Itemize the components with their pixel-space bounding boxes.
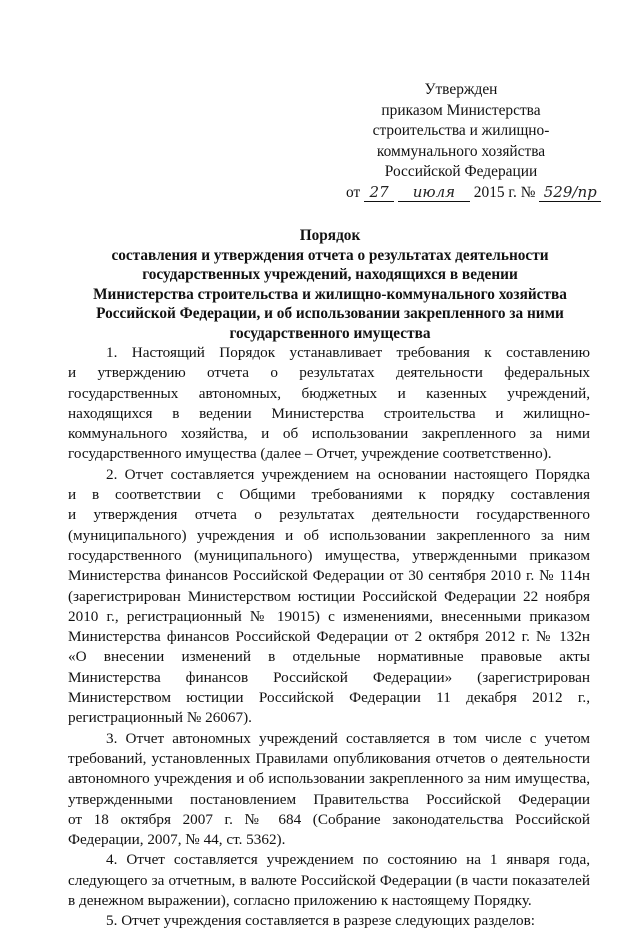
approval-line: строительства и жилищно-	[372, 122, 550, 140]
paragraph-5	[68, 911, 590, 931]
text-line: и утверждению отчета о результатах деятельности федеральных	[68, 364, 590, 382]
text-line: находящихся в ведении Министерства строительства и жилищно-	[68, 404, 590, 422]
text-line: (муниципального) учреждения и об использовании закрепленного за ним	[68, 526, 590, 544]
title-line: составления и утверждения отчета о результатах деятельности	[111, 246, 549, 264]
text-line: государственных автономных, бюджетных и казенных учреждений,	[68, 384, 590, 402]
approval-line: Российской Федерации	[384, 163, 538, 181]
text-line: регистрационный № 26067).	[68, 709, 252, 727]
text-line: (зарегистрирован Министерством юстиции Российской Федерации 22 ноября	[68, 587, 590, 605]
text-line: Министерства финансов Российской Федерации» (зарегистрирован	[68, 668, 590, 686]
text-line: утвержденными постановлением Правительства Российской Федерации	[68, 790, 590, 808]
approval-line: коммунального хозяйства	[376, 142, 546, 160]
text-line: Министерства финансов Российской Федерации от 2 октября 2012 г. № 132н	[68, 628, 590, 646]
title-line: государственного имущества	[229, 324, 431, 342]
title-line: Порядок	[299, 227, 361, 244]
handwritten-day: 27	[369, 182, 389, 201]
text-line: и в соответствии с Общими требованиями к порядку составления	[68, 486, 590, 504]
handwritten-order-number: 529/пр	[543, 182, 597, 201]
approval-date-line	[346, 182, 597, 204]
text-line: от 18 октября 2007 г. № 684 (Собрание законодательства Российской	[68, 810, 590, 828]
text-line: 5. Отчет учреждения составляется в разрезе следующих разделов:	[106, 912, 536, 930]
document-body	[68, 343, 590, 932]
title-line: Российской Федерации, и об использовании закрепленного за ними	[96, 305, 564, 323]
text-line: в денежном выражении), согласно приложению к настоящему Порядку.	[68, 892, 532, 910]
text-line: Министерством юстиции Российской Федерации 11 декабря 2012 г.,	[68, 689, 590, 707]
text-line: требований, установленных Правилами опубликования отчетов о деятельности	[68, 749, 590, 767]
text-line: коммунального хозяйства, и об использовании закрепленного за ними	[68, 425, 590, 443]
title-line: Министерства строительства и жилищно-коммунального хозяйства	[93, 285, 567, 303]
text-line: следующего за отчетным, в валюте Российской Федерации (в части показателей	[68, 871, 590, 889]
text-line: Федерации, 2007, № 44, ст. 5362).	[68, 831, 286, 849]
text-line: автономного учреждения и об использовании закрепленного за ним имущества,	[68, 770, 590, 788]
paragraph-1	[68, 343, 590, 465]
text-line: 2. Отчет составляется учреждением на основании настоящего Порядка	[106, 465, 590, 483]
paragraph-4	[68, 850, 590, 911]
date-year: 2015 г. №	[473, 183, 536, 201]
text-line: государственного (муниципального) имущества, утвержденными приказом	[68, 546, 590, 564]
text-line: и утверждения отчета о результатах деятельности государственного	[68, 506, 590, 524]
document-title	[80, 226, 580, 344]
title-line: государственных учреждений, находящихся в ведении	[142, 266, 518, 284]
approval-line: Утвержден	[424, 81, 498, 98]
text-line: 4. Отчет составляется учреждением по состоянию на 1 января года,	[106, 851, 590, 869]
text-line: государственного имущества (далее – Отчет, учреждение соответственно).	[68, 445, 552, 463]
paragraph-3	[68, 729, 590, 851]
paragraph-2	[68, 465, 590, 729]
text-line: Министерства финансов Российской Федерации от 30 сентября 2010 г. № 114н	[68, 567, 590, 585]
text-line: «О внесении изменений в отдельные нормативные правовые акты	[68, 648, 590, 666]
date-prefix: от	[346, 183, 361, 201]
text-line: 3. Отчет автономных учреждений составляется в том числе с учетом	[106, 729, 590, 747]
approval-line: приказом Министерства	[381, 101, 541, 119]
handwritten-month: июля	[412, 182, 456, 201]
approval-stamp-block	[346, 80, 597, 204]
text-line: 1. Настоящий Порядок устанавливает требования к составлению	[106, 344, 590, 361]
text-line: 2010 г., регистрационный № 19015) с изменениями, внесенными приказом	[68, 607, 590, 625]
